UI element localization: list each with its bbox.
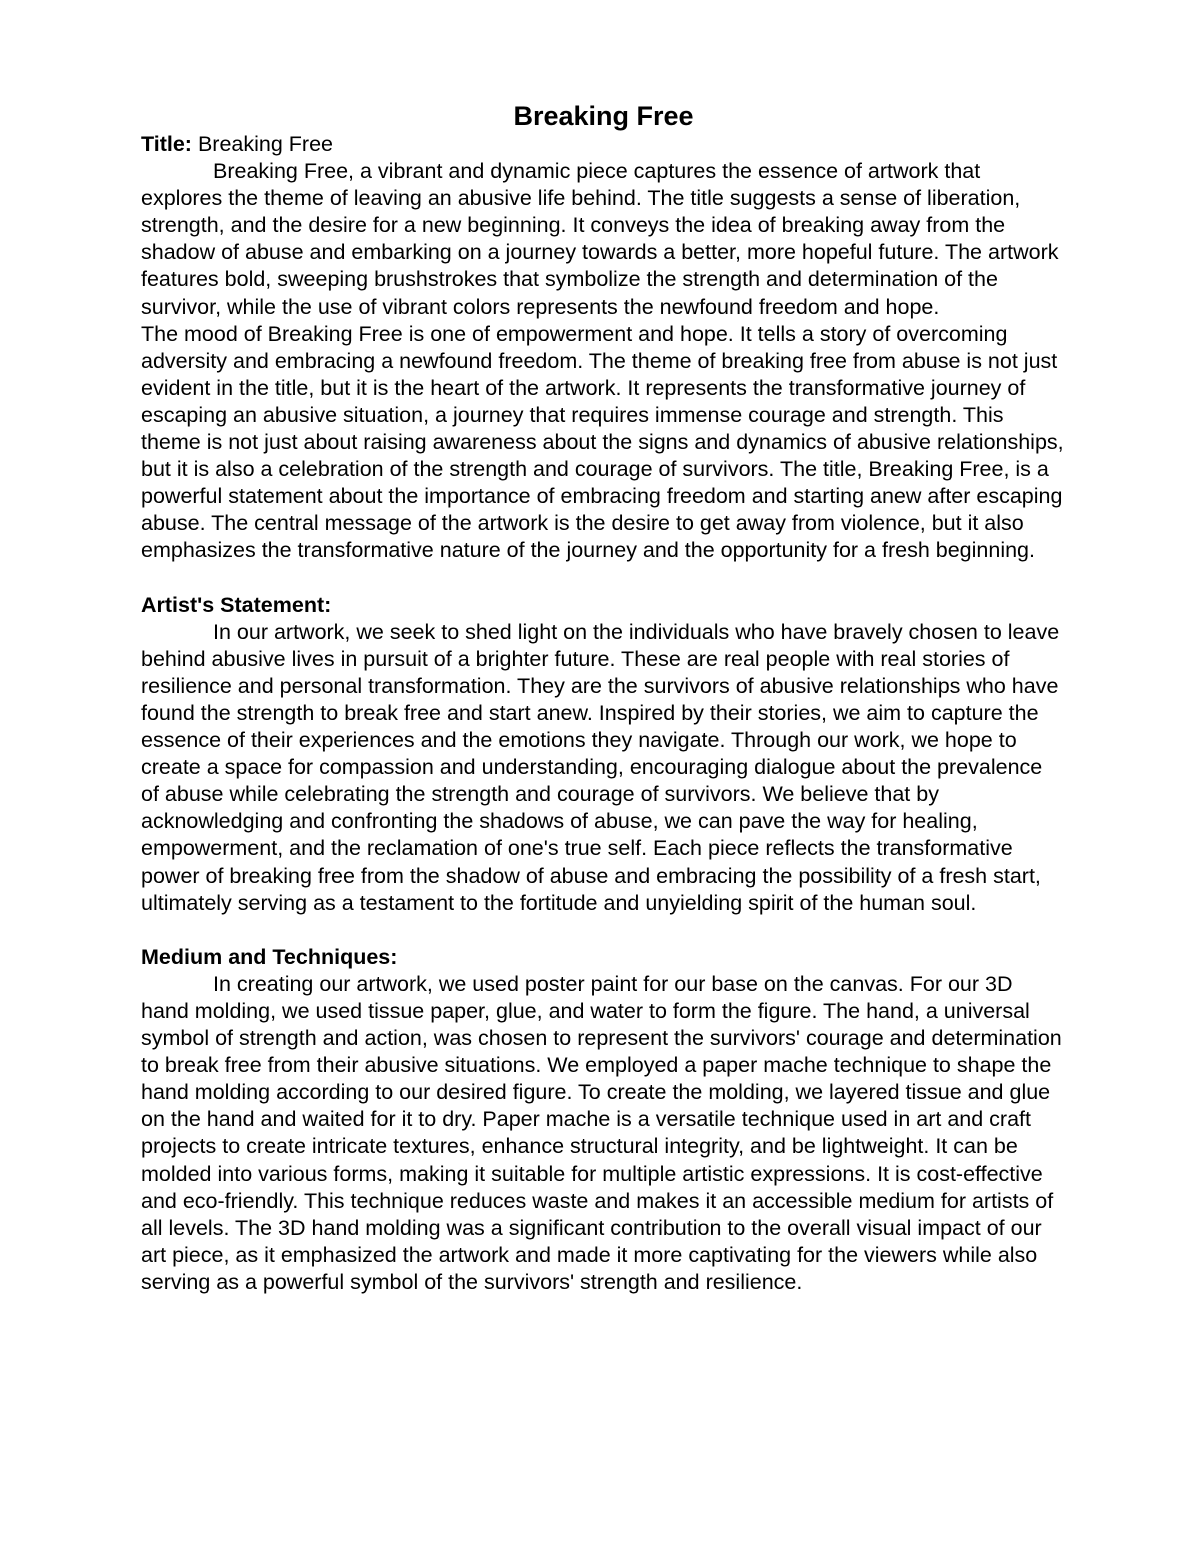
document-page — [141, 97, 1066, 1296]
document-title: Breaking Free — [513, 101, 694, 131]
title-field-label: Title: — [141, 132, 192, 156]
medium-techniques-paragraph: In creating our artwork, we used poster paint for our base on the canvas. For our 3D hand molding, we used tissue paper, glue, and water to form the figure. The hand, a universal symbol of strength and action, was chosen to represent the survivors' courage and determination to break free from their abusive situations. We employed a paper mache technique to shape the hand molding according to our desired figure. To create the molding, we layered tissue and glue on the hand and waited for it to dry. Paper mache is a versatile technique used in art and craft projects to create intricate textures, enhance structural integrity, and be lightweight. It can be molded into various forms, making it suitable for multiple artistic expressions. It is cost-effective and eco-friendly. This technique reduces waste and makes it an accessible medium for artists of all levels. The 3D hand molding was a significant contribution to the overall visual impact of our art piece, as it emphasized the artwork and made it more captivating for the viewers while also serving as a powerful symbol of the survivors' strength and resilience. — [141, 971, 1062, 1294]
title-field-value: Breaking Free — [191, 132, 333, 156]
title-field — [141, 131, 1066, 158]
intro-paragraph: Breaking Free, a vibrant and dynamic piece captures the essence of artwork that explores the theme of leaving an abusive life behind. The title suggests a sense of liberation, strength, and the desire for a new beginning. It conveys the idea of breaking away from the shadow of abuse and embarking on a journey towards a better, more hopeful future. The artwork features bold, sweeping brushstrokes that symbolize the strength and determination of the survivor, while the use of vibrant colors represents the newfound freedom and hope. — [141, 159, 1059, 319]
medium-techniques-heading: Medium and Techniques: — [141, 944, 398, 969]
artist-statement-heading: Artist's Statement: — [141, 592, 332, 617]
mood-paragraph: The mood of Breaking Free is one of empowerment and hope. It tells a story of overcoming adversity and embracing a newfound freedom. The theme of breaking free from abuse is not just evident in the title, but it is the heart of the artwork. It represents the transformative journey of escaping an abusive situation, a journey that requires immense courage and strength. This theme is not just about raising awareness about the signs and dynamics of abusive relationships, but it is also a celebration of the strength and courage of survivors. The title, Breaking Free, is a powerful statement about the importance of embracing freedom and starting anew after escaping abuse. The central message of the artwork is the desire to get away from violence, but it also emphasizes the transformative nature of the journey and the opportunity for a fresh beginning. — [141, 321, 1064, 563]
artist-statement-paragraph: In our artwork, we seek to shed light on the individuals who have bravely chosen to leave behind abusive lives in pursuit of a brighter future. These are real people with real stories of resilience and personal transformation. They are the survivors of abusive relationships who have found the strength to break free and start anew. Inspired by their stories, we aim to capture the essence of their experiences and the emotions they navigate. Through our work, we hope to create a space for compassion and understanding, encouraging dialogue about the prevalence of abuse while celebrating the strength and courage of survivors. We believe that by acknowledging and confronting the shadows of abuse, we can pave the way for healing, empowerment, and the reclamation of one's true self. Each piece reflects the transformative power of breaking free from the shadow of abuse and embracing the possibility of a fresh start, ultimately serving as a testament to the fortitude and unyielding spirit of the human soul. — [141, 619, 1060, 915]
